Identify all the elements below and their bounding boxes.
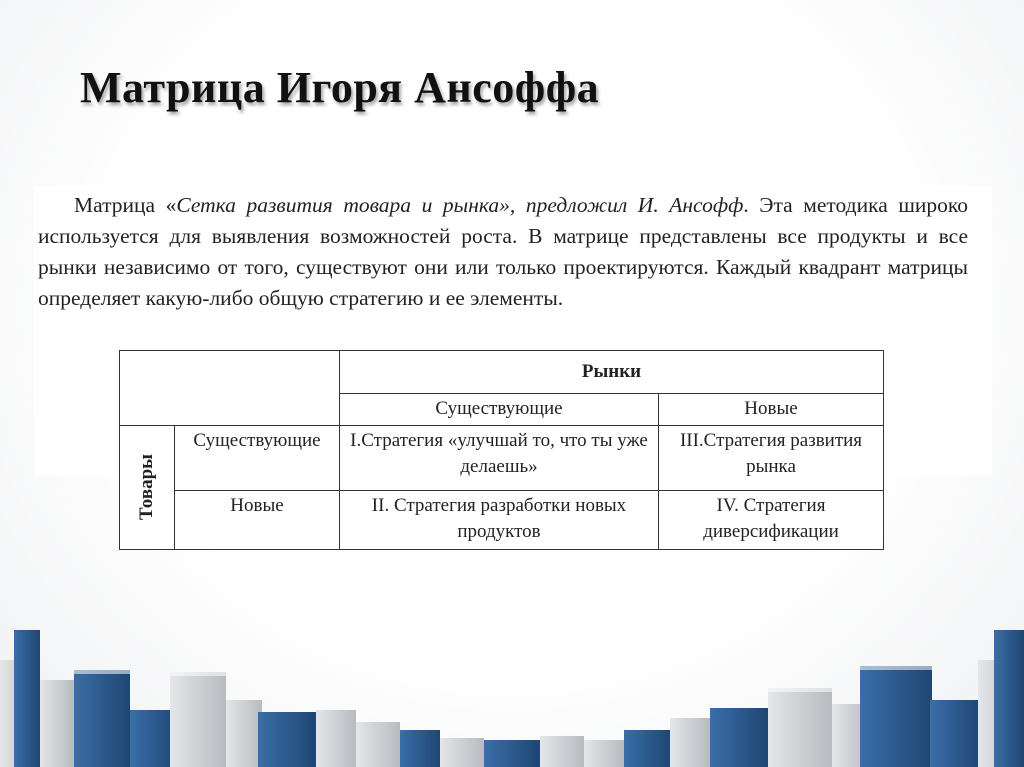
building <box>860 666 932 767</box>
quadrant-3: III.Стратегия развития рынка <box>659 426 884 491</box>
building <box>540 736 584 767</box>
row-new-goods: Новые <box>175 491 340 550</box>
quadrant-1: I.Стратегия «улучшай то, что ты уже делаешь» <box>340 426 659 491</box>
row-existing-goods: Существующие <box>175 426 340 491</box>
paragraph-italic: Сетка развития товара и рынка», предложил И. Ансофф <box>176 193 744 217</box>
markets-header: Рынки <box>340 351 884 394</box>
building <box>74 670 130 767</box>
col-existing-markets: Существующие <box>340 394 659 426</box>
building <box>258 712 316 767</box>
building <box>226 700 262 767</box>
building <box>670 718 710 767</box>
building <box>40 680 74 767</box>
paragraph-rest: . Эта методика широко используется для выявления возможностей роста. В матрице представлены все продукты и все рынки независимо от того, существуют они или только проектируются. Каждый квадрант матрицы определяет какую-либо общую стратегию и ее элементы. <box>38 193 969 310</box>
city-skyline-decoration <box>0 600 1024 767</box>
goods-header-cell <box>120 426 175 550</box>
goods-header: Товары <box>136 454 157 521</box>
slide-title: Матрица Игоря Ансоффа <box>80 63 600 112</box>
building <box>356 722 400 767</box>
building <box>400 730 440 767</box>
building <box>316 710 356 767</box>
building <box>170 672 226 767</box>
quadrant-4: IV. Стратегия диверсификации <box>659 491 884 550</box>
ansoff-matrix-table <box>119 350 884 550</box>
quadrant-2: II. Стратегия разработки новых продуктов <box>340 491 659 550</box>
building <box>994 630 1024 767</box>
col-new-markets: Новые <box>659 394 884 426</box>
building <box>710 708 768 767</box>
building <box>484 740 540 767</box>
empty-corner-cell <box>120 351 340 426</box>
building <box>440 738 484 767</box>
building <box>584 740 624 767</box>
building <box>930 700 980 767</box>
building <box>624 730 670 767</box>
building <box>768 688 832 767</box>
building <box>14 630 40 767</box>
description-paragraph <box>38 190 968 314</box>
paragraph-intro: Матрица « <box>74 193 177 217</box>
